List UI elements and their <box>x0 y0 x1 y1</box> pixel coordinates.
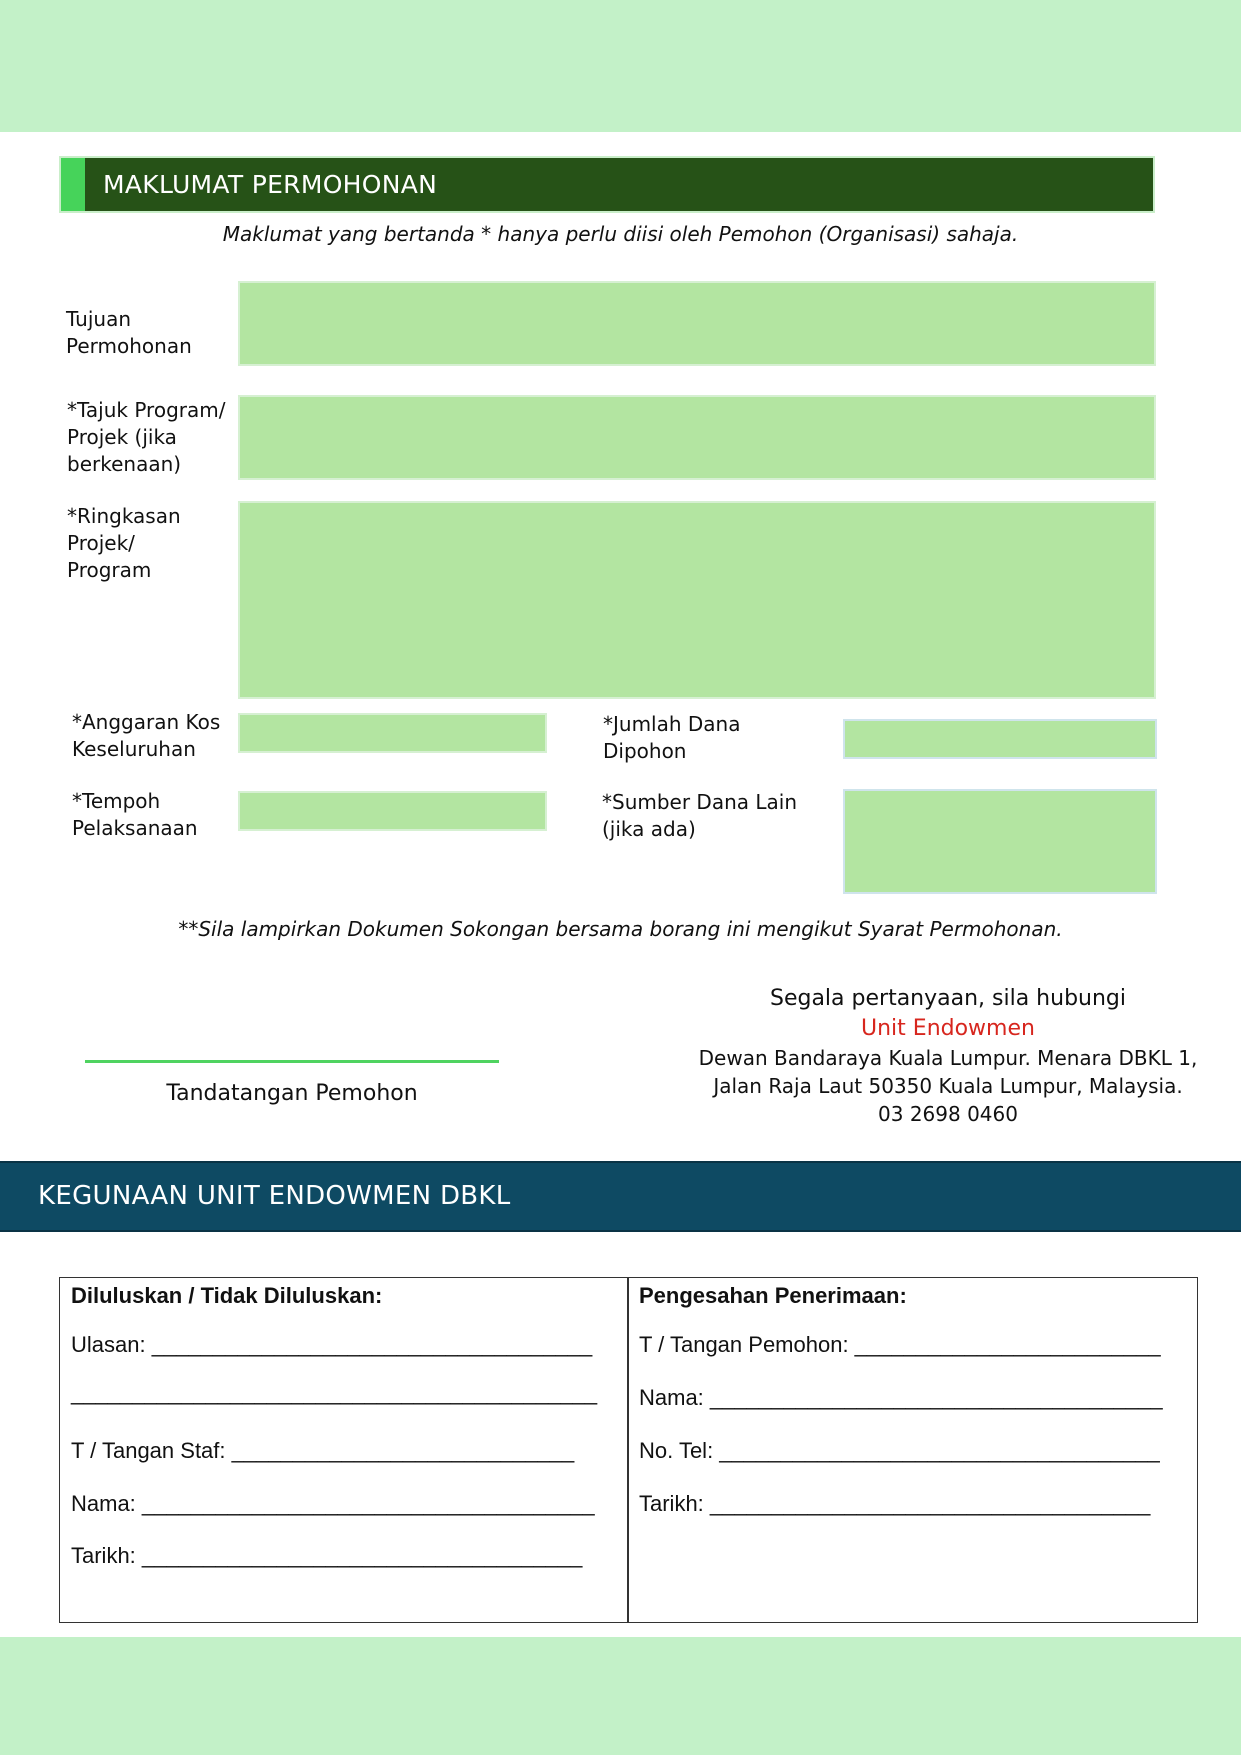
table-divider <box>627 1278 629 1622</box>
contact-intro: Segala pertanyaan, sila hubungi <box>769 986 1127 1011</box>
ulasan-field[interactable]: Ulasan: ____________________________________ <box>71 1332 593 1357</box>
section-title: MAKLUMAT PERMOHONAN <box>103 170 438 199</box>
contact-address-line1: Dewan Bandaraya Kuala Lumpur. Menara DBKL 1, <box>698 1046 1198 1070</box>
field-tempoh-pelaksanaan[interactable] <box>238 791 547 831</box>
office-use-table <box>59 1277 1198 1623</box>
required-fields-note: Maklumat yang bertanda * hanya perlu diisi oleh Pemohon (Organisasi) sahaja. <box>222 222 1019 246</box>
section-header-kegunaan <box>0 1161 1241 1232</box>
label-jumlah-dana: *Jumlah Dana Dipohon <box>603 712 741 763</box>
contact-unit: Unit Endowmen <box>861 1016 1035 1041</box>
header-accent <box>61 158 85 211</box>
attachment-note: **Sila lampirkan Dokumen Sokongan bersama borang ini mengikut Syarat Permohonan. <box>178 917 1063 941</box>
label-sumber-dana-lain: *Sumber Dana Lain (jika ada) <box>602 790 798 841</box>
field-anggaran-kos[interactable] <box>238 713 547 753</box>
staff-signature-field[interactable]: T / Tangan Staf: ____________________________ <box>71 1438 575 1463</box>
section-header-maklumat <box>59 156 1155 213</box>
applicant-signature-field[interactable]: T / Tangan Pemohon: _________________________ <box>639 1332 1161 1357</box>
contact-block <box>680 984 1216 1128</box>
bottom-band <box>0 1637 1241 1755</box>
applicant-date-field[interactable]: Tarikh: ____________________________________ <box>639 1491 1151 1516</box>
label-anggaran-kos: *Anggaran Kos Keseluruhan <box>72 710 221 761</box>
field-jumlah-dana[interactable] <box>843 719 1157 759</box>
section-title-office: KEGUNAAN UNIT ENDOWMEN DBKL <box>38 1181 511 1211</box>
label-tempoh-pelaksanaan: *Tempoh Pelaksanaan <box>72 789 198 840</box>
contact-phone: 03 2698 0460 <box>878 1102 1018 1126</box>
field-ringkasan-projek[interactable] <box>238 501 1156 699</box>
signature-line <box>85 1060 499 1063</box>
field-tajuk-program[interactable] <box>238 395 1156 480</box>
top-band <box>0 0 1241 132</box>
signature-label: Tandatangan Pemohon <box>166 1081 418 1106</box>
field-tujuan-permohonan[interactable] <box>238 281 1156 366</box>
applicant-phone-field[interactable]: No. Tel: ____________________________________ <box>639 1438 1160 1463</box>
ulasan-continuation-field[interactable]: ___________________________________________ <box>71 1380 598 1405</box>
contact-address-line2: Jalan Raja Laut 50350 Kuala Lumpur, Malaysia. <box>713 1074 1183 1098</box>
applicant-name-field[interactable]: Nama: _____________________________________ <box>639 1385 1163 1410</box>
field-sumber-dana-lain[interactable] <box>843 789 1157 894</box>
receipt-column <box>639 1278 1189 1622</box>
staff-date-field[interactable]: Tarikh: ____________________________________ <box>71 1543 583 1568</box>
label-ringkasan-projek: *Ringkasan Projek/ Program <box>67 504 181 582</box>
label-tajuk-program: *Tajuk Program/ Projek (jika berkenaan) <box>67 398 226 476</box>
approval-column <box>71 1278 616 1622</box>
approval-heading: Diluluskan / Tidak Diluluskan: <box>71 1283 383 1308</box>
staff-name-field[interactable]: Nama: _____________________________________ <box>71 1491 595 1516</box>
label-tujuan-permohonan: Tujuan Permohonan <box>66 307 192 358</box>
receipt-heading: Pengesahan Penerimaan: <box>639 1283 907 1308</box>
